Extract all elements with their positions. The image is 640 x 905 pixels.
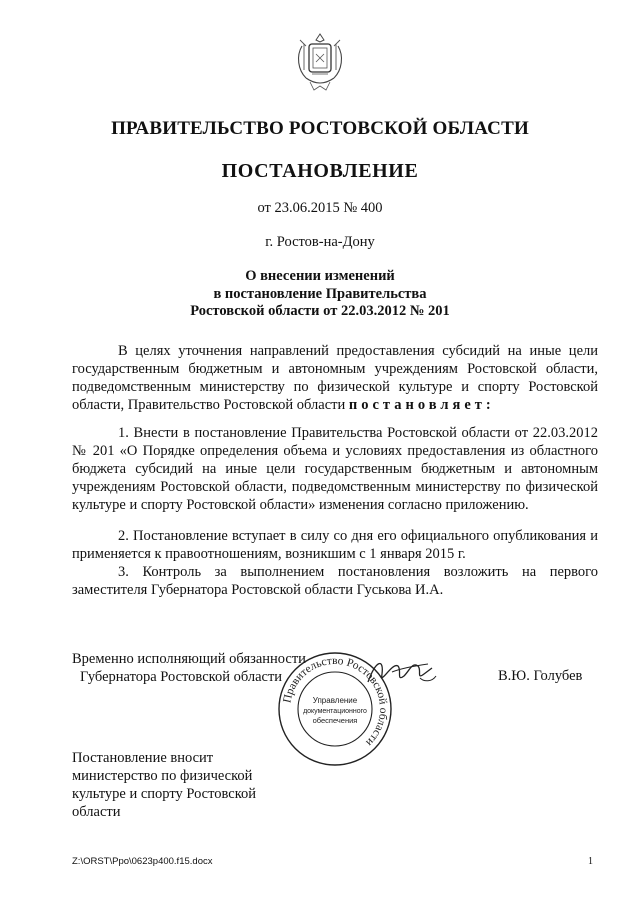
subject-line: Ростовской области от 22.03.2012 № 201 [190,303,450,319]
preamble-verb: постановляет: [348,397,495,413]
note-line: Постановление вносит [72,750,214,766]
subject-line: в постановление Правительства [213,285,427,302]
stamp-center-line: обеспечения [312,716,358,725]
preamble-paragraph [72,342,598,414]
document-type-title: ПОСТАНОВЛЕНИЕ [221,160,419,182]
city-line: г. Ростов-на-Дону [265,234,375,250]
item-2-paragraph: 2. Постановление вступает в силу со дня его официального опубликования и применяется к правоотношениям, возникшим с 1 января 2015 г. [72,528,598,562]
submitted-by-note [72,749,292,821]
subject-line: О внесении изменений [245,268,395,284]
note-line: области [72,804,121,820]
document-subject [0,268,640,321]
signatory-position-line2: Губернатора Ростовской области [80,669,283,685]
item-1-paragraph: 1. Внести в постановление Правительства Ростовской области от 22.03.2012 № 201 «О Порядке определения объема и условиях предоставления из областного бюджета субсидий на иные цели государственным бюджетным и автономным учреждениям Ростовской области, подведомственным министерству по физической культуре и спорту Ростовской области» изменения согласно приложению. [72,425,598,513]
coat-of-arms-emblem [292,30,348,96]
note-line: министерство по физической [72,768,253,784]
item-3-paragraph: 3. Контроль за выполнением постановления возложить на первого заместителя Губернатора Ростовской области Гуськова И.А. [72,564,598,598]
footer-file-path: Z:\ORST\Ppo\0623p400.f15.docx [72,856,213,867]
note-line: культуре и спорту Ростовской [72,786,257,802]
organization-title: ПРАВИТЕЛЬСТВО РОСТОВСКОЙ ОБЛАСТИ [111,118,529,139]
page-number: 1 [588,856,593,867]
stamp-center-line: документационного [303,708,367,715]
preamble-text: В целях уточнения направлений предоставления субсидий на иные цели государственным бюджетным и автономным учреждениям Ростовской области, подведомственным министерству по физической культуре и спорту Ростовской области, Правительство Ростовской области [72,343,598,413]
stamp-center-line: Управление [312,696,358,705]
stamp-ring-text: Правительство Ростовской области [281,654,390,749]
handwritten-signature [362,652,462,694]
signatory-position-line1: Временно исполняющий обязанности [72,651,306,667]
date-number: от 23.06.2015 № 400 [257,200,383,216]
signatory-name: В.Ю. Голубев [498,668,583,684]
